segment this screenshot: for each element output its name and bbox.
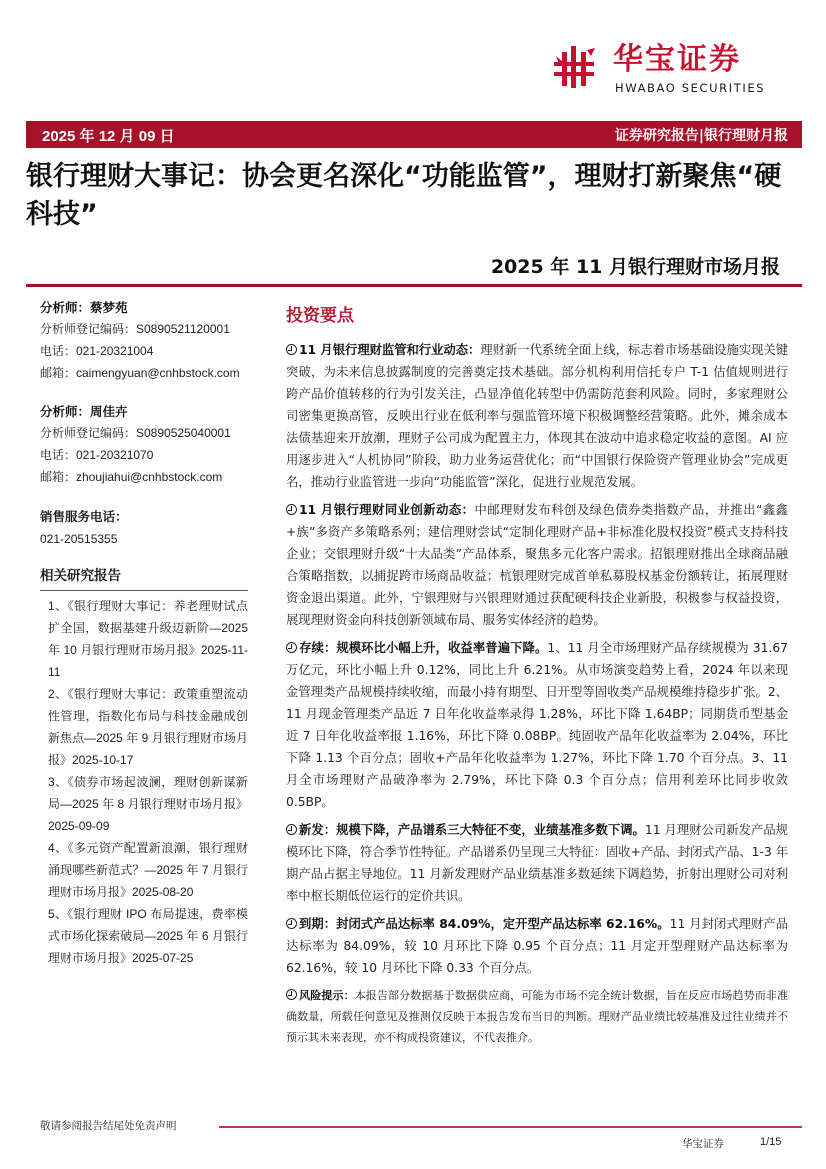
highlight-body: 本报告部分数据基于数据供应商，可能为市场不完全统计数据，旨在反应市场趋势而非准确数量，所载任何意见及推测仅反映于本报告发布当日的判断。理财产品业绩比较基准及过往业绩并不预示其未来表现，亦不构成投资建议，不代表推介。 — [286, 989, 789, 1044]
sidebar — [40, 298, 248, 969]
analyst-name: 分析师：周佳卉 — [40, 404, 128, 419]
footer-divider — [219, 1126, 802, 1128]
related-report-item[interactable]: 2、《银行理财大事记：政策重塑流动性管理，指数化布局与科技金融成创新焦点—2025 年 9 月银行理财市场月报》2025-10-17 — [48, 687, 248, 767]
highlight-lead: 到期：封闭式产品达标率 84.09%，定开型产品达标率 62.16%。 — [299, 917, 670, 931]
report-date: 2025 年 12 月 09 日 — [42, 128, 175, 145]
highlight-body: 1、11 月全市场理财产品存续规模为 31.67 万亿元，环比小幅上升 0.12%，同比上升 6.21%。从市场演变趋势上看，2024 年以来现金管理类产品规模持续收缩，而最小持有期型、日开型等固收类产品规模维持稳步扩张。2、11 月现金管理类产品近 7 日年化收益率录得 1.28%，环比下降 1.64BP；同期货币型基金近 7 日年化收益率报 1.16%，环比下降 0.08BP。纯固收产品年化收益率为 2.04%，环比下降 1.13 个百分点；固收+产品年化收益率为 1.27%，环比下降 1.70 个百分点。3、11 月全市场理财产品破净率为 2.79%，环比下降 0.3 个百分点；信用利差环比同步收敛 0.5BP。 — [286, 641, 788, 809]
related-reports-list — [40, 595, 248, 969]
analyst-card — [40, 402, 248, 488]
clock-bullet-icon — [286, 642, 297, 653]
header-divider — [26, 284, 802, 287]
clock-bullet-icon — [286, 344, 297, 355]
sales-phone-label: 销售服务电话： — [40, 509, 128, 524]
highlight-lead: 11 月银行理财监管和行业动态： — [299, 343, 481, 357]
analyst-card — [40, 298, 248, 384]
clock-bullet-icon — [286, 989, 297, 1000]
highlight-body: 11 月理财公司新发产品规模环比下降，符合季节性特征。产品谱系仍呈现三大特征：固收+产品、封闭式产品、1-3 年期产品占据主导地位。11 月新发理财产品业绩基准多数延续下调趋势，折射出理财公司对利率中枢长期低位运行的定价共识。 — [286, 823, 788, 903]
sales-phone: 021-20515355 — [40, 532, 118, 546]
page-number: 1/15 — [760, 1136, 782, 1148]
analyst-name: 分析师：蔡梦苑 — [40, 300, 128, 315]
analyst-email[interactable]: 邮箱：zhoujiahui@cnhbstock.com — [40, 470, 223, 484]
clock-bullet-icon — [286, 504, 297, 515]
highlight-maturity — [286, 913, 788, 979]
hwabao-logo-icon — [551, 44, 597, 90]
clock-bullet-icon — [286, 918, 297, 929]
analyst-registration: 分析师登记编码：S0890521120001 — [40, 322, 230, 336]
risk-warning — [286, 985, 788, 1048]
report-title: 银行理财大事记：协会更名深化“功能监管”，理财打新聚焦“硬科技” — [26, 161, 782, 230]
section-heading: 投资要点 — [286, 306, 354, 326]
related-report-item[interactable]: 3、《债券市场起波澜，理财创新谋新局—2025 年 8 月银行理财市场月报》2025-09-09 — [48, 775, 248, 833]
highlight-innovation — [286, 499, 788, 631]
analyst-email[interactable]: 邮箱：caimengyuan@cnhbstock.com — [40, 366, 240, 380]
related-reports-title: 相关研究报告 — [40, 565, 248, 591]
analyst-registration: 分析师登记编码：S0890525040001 — [40, 426, 231, 440]
logo-english-name: HWABAO SECURITIES — [615, 81, 766, 95]
report-category: 证券研究报告|银行理财月报 — [614, 128, 788, 144]
disclaimer-note: 敬请参阅报告结尾处免责声明 — [40, 1120, 177, 1132]
clock-bullet-icon — [286, 824, 297, 835]
highlight-lead: 11 月银行理财同业创新动态： — [299, 503, 475, 517]
highlight-lead: 存续：规模环比小幅上升，收益率普遍下降。 — [299, 641, 548, 655]
highlight-outstanding — [286, 637, 788, 813]
header-banner — [26, 121, 802, 148]
highlight-lead: 风险提示： — [299, 989, 355, 1002]
footer-brand: 华宝证券 — [682, 1138, 724, 1150]
related-report-item[interactable]: 5、《银行理财 IPO 布局提速，费率模式市场化探索破局—2025 年 6 月银行理财市场月报》2025-07-25 — [48, 907, 248, 965]
report-subtitle: 2025 年 11 月银行理财市场月报 — [490, 256, 780, 278]
highlight-lead: 新发：规模下降，产品谱系三大特征不变，业绩基准多数下调。 — [299, 823, 645, 837]
highlight-body: 11 月封闭式理财产品达标率为 84.09%，较 10 月环比下降 0.95 个百分点；11 月定开型理财产品达标率为 62.16%，较 10 月环比下降 0.33 个百分点。 — [286, 917, 789, 975]
logo-chinese-name: 华宝证券 — [613, 42, 741, 77]
investment-highlights — [286, 303, 788, 1054]
highlight-new-issuance — [286, 819, 788, 907]
highlight-regulation — [286, 339, 788, 493]
highlight-body: 中邮理财发布科创及绿色债券类指数产品，并推出“鑫鑫+族”多资产多策略系列；建信理财尝试“定制化理财产品+非标准化股权投资”模式支持科技企业；交银理财升级“十大品类”产品体系，聚焦多元化客户需求。招银理财推出全球商品融合策略指数，以捕捉跨市场商品收益；杭银理财完成首单私募股权基金份额转让，拓展理财资金退出渠道。此外，宁银理财与兴银理财通过获配硬科技企业新股，积极参与权益投资，展现理财资金向科技创新领域布局、服务实体经济的趋势。 — [286, 503, 788, 627]
related-report-item[interactable]: 4、《多元资产配置新浪潮，银行理财涌现哪些新范式？—2025 年 7 月银行理财市场月报》2025-08-20 — [48, 841, 248, 899]
related-report-item[interactable]: 1、《银行理财大事记：养老理财试点扩全国，数据基建升级迈新阶—2025 年 10 月银行理财市场月报》2025-11-11 — [48, 599, 248, 679]
company-logo — [545, 40, 785, 100]
analyst-phone: 电话：021-20321004 — [40, 344, 154, 358]
highlight-body: 理财新一代系统全面上线，标志着市场基础设施实现关键突破，为未来信息披露制度的完善奠定技术基础。部分机构利用信托专户 T-1 估值规则进行跨产品价值转移的行为引发关注，凸显净值化转型中仍需防范套利风险。同时，多家理财公司密集更换高管，反映出行业在低利率与强监管环境下积极调整经营策略。此外，摊余成本法债基迎来开放潮，理财子公司成为配置主力，体现其在波动中追求稳定收益的意图。AI 应用逐步进入“人机协同”阶段，助力业务运营优化；而“中国银行保险资产管理业协会”完成更名，推动行业监管进一步向“功能监管”深化，促进行业规范发展。 — [286, 343, 788, 489]
analyst-phone: 电话：021-20321070 — [40, 448, 154, 462]
